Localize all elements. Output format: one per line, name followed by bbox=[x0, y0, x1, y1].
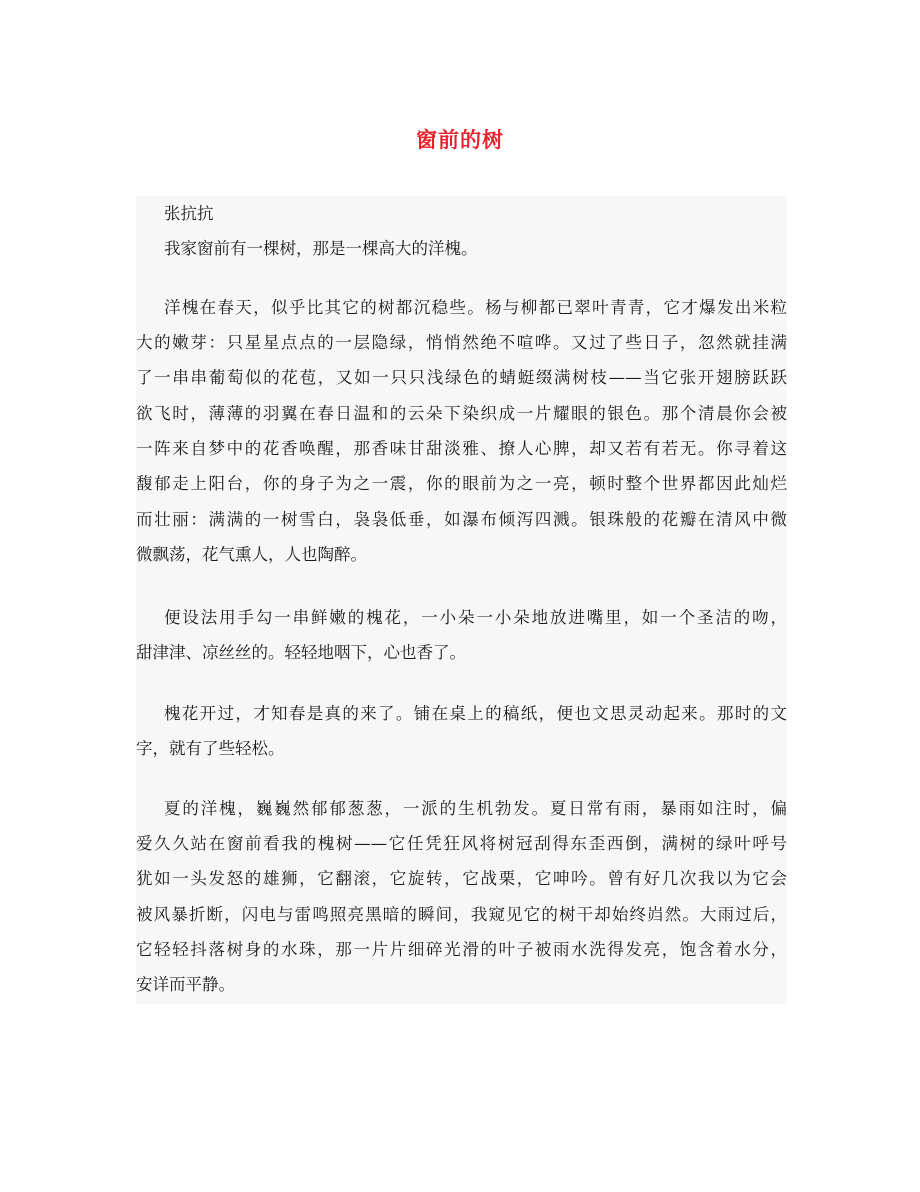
paragraph-line: 大的嫩芽：只星星点点的一层隐绿，悄悄然绝不喧哗。又过了些日子，忽然就挂满 bbox=[136, 333, 787, 352]
paragraph-line: 洋槐在春天，似乎比其它的树都沉稳些。杨与柳都已翠叶青青，它才爆发出米粒 bbox=[164, 298, 787, 317]
paragraph-line: 爱久久站在窗前看我的槐树——它任凭狂风将树冠刮得东歪西倒，满树的绿叶呼号 bbox=[136, 834, 787, 853]
paragraph-line: 夏的洋槐，巍巍然郁郁葱葱，一派的生机勃发。夏日常有雨，暴雨如注时，偏 bbox=[164, 799, 787, 818]
paragraph-line: 甜津津、凉丝丝的。轻轻地咽下，心也香了。 bbox=[136, 643, 466, 662]
paragraph-line: 犹如一头发怒的雄狮，它翻滚，它旋转，它战栗，它呻吟。曾有好几次我以为它会 bbox=[136, 869, 787, 888]
paragraph-line: 微飘荡，花气熏人，人也陶醉。 bbox=[136, 545, 367, 564]
paragraph-line: 槐花开过，才知春是真的来了。铺在桌上的稿纸，便也文思灵动起来。那时的文 bbox=[164, 704, 787, 723]
page-title: 窗前的树 bbox=[416, 127, 504, 152]
paragraph-line: 欲飞时，薄薄的羽翼在春日温和的云朵下染织成一片耀眼的银色。那个清晨你会被 bbox=[136, 404, 787, 423]
paragraph-line: 了一串串葡萄似的花苞，又如一只只浅绿色的蜻蜓缀满树枝——当它张开翅膀跃跃 bbox=[136, 368, 787, 387]
paragraph-line: 而壮丽：满满的一树雪白，袅袅低垂，如瀑布倾泻四溅。银珠般的花瓣在清风中微 bbox=[136, 510, 787, 529]
paragraph-line: 我家窗前有一棵树，那是一棵高大的洋槐。 bbox=[164, 239, 478, 258]
paragraph-line: 安详而平静。 bbox=[136, 975, 235, 994]
paragraph-line: 馥郁走上阳台，你的身子为之一震，你的眼前为之一亮，顿时整个世界都因此灿烂 bbox=[136, 474, 787, 493]
paragraph-line: 被风暴折断，闪电与雷鸣照亮黑暗的瞬间，我窥见它的树干却始终岿然。大雨过后， bbox=[136, 905, 787, 924]
paragraph-line: 一阵来自梦中的花香唤醒，那香味甘甜淡雅、撩人心脾，却又若有若无。你寻着这 bbox=[136, 439, 787, 458]
author-name: 张抗抗 bbox=[164, 204, 214, 223]
paragraph-line: 便设法用手勾一串鲜嫩的槐花，一小朵一小朵地放进嘴里，如一个圣洁的吻， bbox=[164, 608, 787, 627]
paragraph-line: 字，就有了些轻松。 bbox=[136, 739, 285, 758]
paragraph-line: 它轻轻抖落树身的水珠，那一片片细碎光滑的叶子被雨水洗得发亮，饱含着水分， bbox=[136, 940, 787, 959]
